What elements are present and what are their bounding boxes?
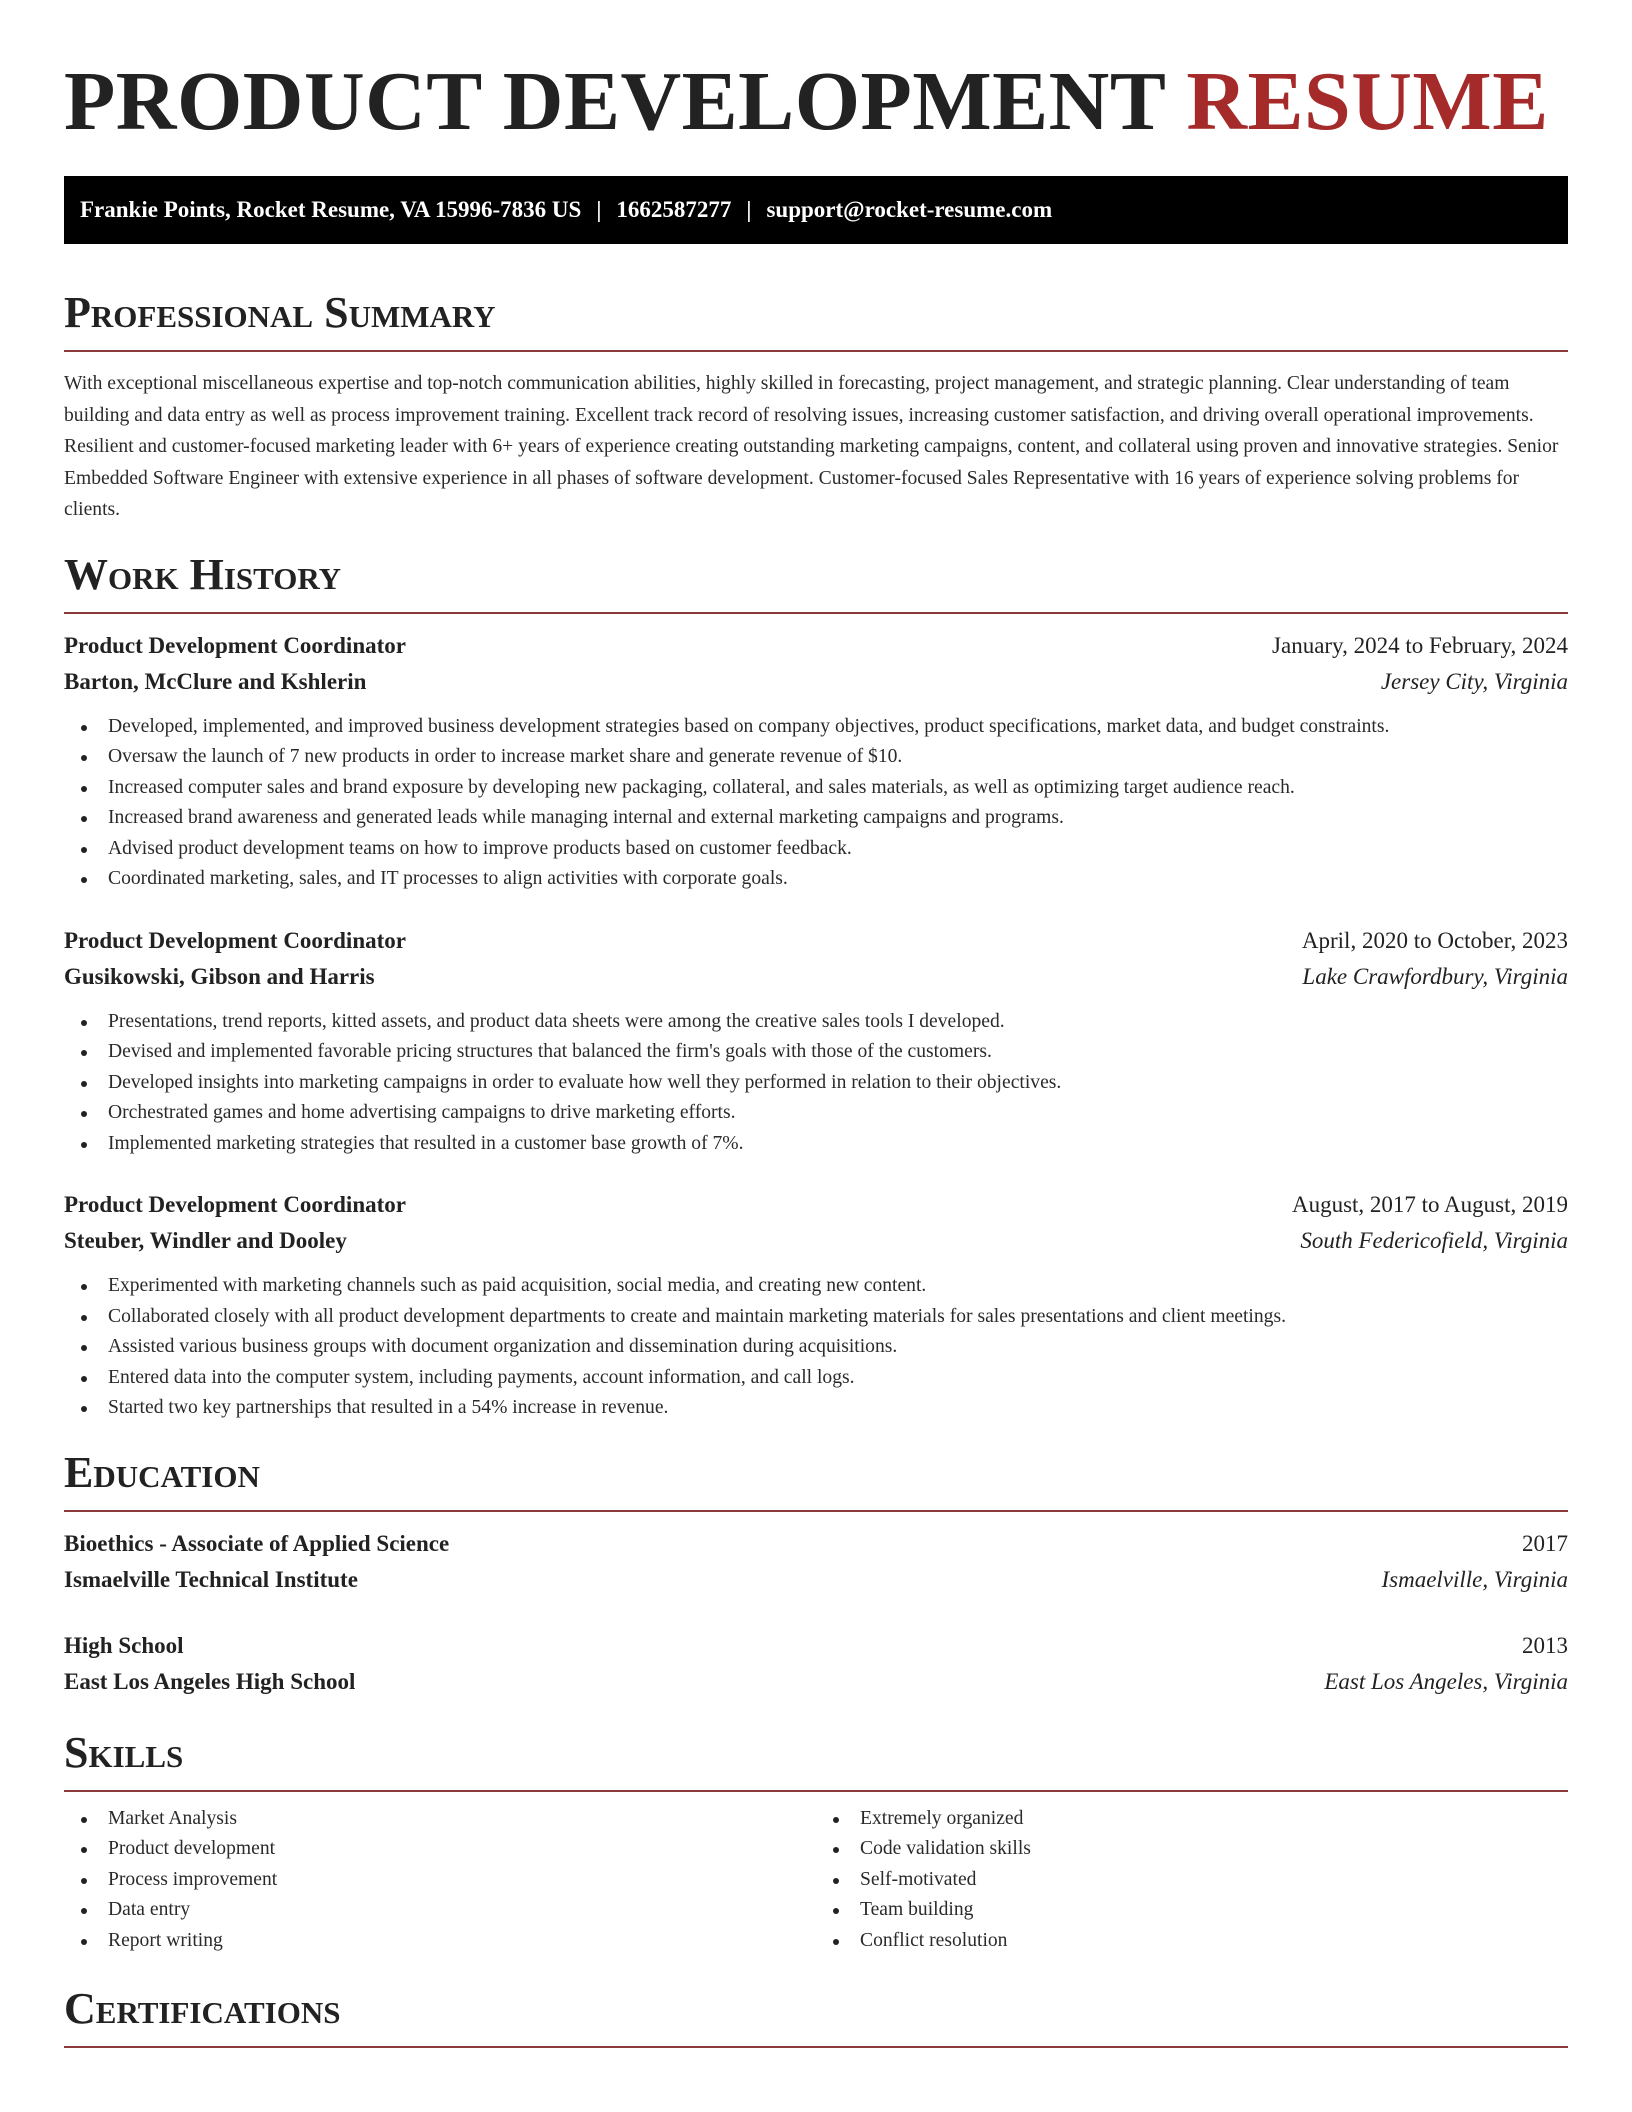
section-divider — [64, 1790, 1568, 1792]
certifications-section — [64, 1982, 1568, 2048]
list-item: Presentations, trend reports, kitted assets, and product data sheets were among the creative sales tools I developed. — [64, 1007, 1568, 1038]
education-year: 2017 — [1522, 1530, 1568, 1556]
list-item: Increased computer sales and brand exposure by developing new packaging, collateral, and sales materials, as well as optimizing target audience reach. — [64, 773, 1568, 804]
title-accent: RESUME — [1186, 55, 1549, 148]
skills-section — [64, 1726, 1568, 1957]
list-item: Code validation skills — [816, 1834, 1568, 1865]
job-bullets — [64, 1271, 1568, 1424]
section-heading-work-history: Work History — [64, 549, 342, 599]
education-section — [64, 1446, 1568, 1700]
contact-address: Frankie Points, Rocket Resume, VA 15996-7836 US — [80, 197, 582, 222]
contact-phone: 1662587277 — [616, 197, 732, 222]
list-item: Oversaw the launch of 7 new products in order to increase market share and generate revenue of $10. — [64, 742, 1568, 773]
education-year: 2013 — [1522, 1632, 1568, 1658]
education-entry — [64, 1526, 1568, 1598]
job-bullets — [64, 712, 1568, 895]
job-bullets — [64, 1007, 1568, 1160]
job-company: Gusikowski, Gibson and Harris — [64, 963, 375, 989]
job-dates: August, 2017 to August, 2019 — [1291, 1192, 1568, 1217]
list-item: Extremely organized — [816, 1804, 1568, 1835]
job-title: Product Development Coordinator — [64, 1192, 406, 1217]
section-heading-skills: Skills — [64, 1727, 184, 1777]
summary-section — [64, 286, 1568, 526]
section-divider — [64, 612, 1568, 614]
education-degree: Bioethics - Associate of Applied Science — [64, 1530, 450, 1556]
job-location: Jersey City, Virginia — [1380, 668, 1568, 694]
education-location: East Los Angeles, Virginia — [1324, 1668, 1568, 1694]
education-degree: High School — [64, 1632, 184, 1658]
list-item: Product development — [64, 1834, 816, 1865]
list-item: Collaborated closely with all product development departments to create and maintain marketing materials for sales presentations and client meetings. — [64, 1302, 1568, 1333]
list-item: Team building — [816, 1895, 1568, 1926]
list-item: Developed insights into marketing campaigns in order to evaluate how well they performed in relation to their objectives. — [64, 1068, 1568, 1099]
list-item: Increased brand awareness and generated leads while managing internal and external marketing campaigns and programs. — [64, 803, 1568, 834]
job-company: Steuber, Windler and Dooley — [64, 1228, 347, 1253]
section-heading-certifications: Certifications — [64, 1984, 341, 2033]
summary-text: With exceptional miscellaneous expertise and top-notch communication abilities, highly skilled in forecasting, project management, and strategic planning. Clear understanding of team building and data entry as well as process improvement training. Excellent track record of resolving issues, increasing customer satisfaction, and driving overall operational improvements. Resilient and customer-focused marketing leader with 6+ years of experience creating outstanding marketing campaigns, content, and collateral using proven and innovative strategies. Senior Embedded Software Engineer with extensive experience in all phases of software development. Customer-focused Sales Representative with 16 years of experience solving problems for clients. — [64, 373, 1559, 520]
education-school: East Los Angeles High School — [64, 1668, 356, 1694]
contact-bar — [64, 176, 1568, 244]
section-divider — [64, 350, 1568, 352]
contact-separator: | — [596, 197, 602, 222]
education-location: Ismaelville, Virginia — [1381, 1566, 1568, 1592]
job-title: Product Development Coordinator — [64, 632, 406, 658]
list-item: Self-motivated — [816, 1865, 1568, 1896]
contact-email[interactable]: support@rocket-resume.com — [766, 197, 1053, 222]
job-dates: January, 2024 to February, 2024 — [1272, 632, 1568, 658]
skills-columns — [64, 1804, 1568, 1957]
list-item: Report writing — [64, 1926, 816, 1957]
job-entry — [64, 923, 1568, 1160]
list-item: Implemented marketing strategies that resulted in a customer base growth of 7%. — [64, 1129, 1568, 1160]
list-item: Entered data into the computer system, including payments, account information, and call logs. — [64, 1363, 1568, 1394]
section-divider — [64, 1510, 1568, 1512]
list-item: Started two key partnerships that resulted in a 54% increase in revenue. — [64, 1393, 1568, 1424]
list-item: Market Analysis — [64, 1804, 816, 1835]
list-item: Developed, implemented, and improved business development strategies based on company objectives, product specifications, market data, and budget constraints. — [64, 712, 1568, 743]
title-main: PRODUCT DEVELOPMENT — [64, 55, 1187, 148]
list-item: Advised product development teams on how to improve products based on customer feedback. — [64, 834, 1568, 865]
skills-list-right — [816, 1804, 1568, 1957]
list-item: Experimented with marketing channels such as paid acquisition, social media, and creating new content. — [64, 1271, 1568, 1302]
list-item: Coordinated marketing, sales, and IT processes to align activities with corporate goals. — [64, 864, 1568, 895]
job-entry — [64, 1187, 1568, 1424]
section-heading-summary: Professional Summary — [64, 288, 496, 337]
job-company: Barton, McClure and Kshlerin — [64, 668, 367, 694]
section-divider — [64, 2046, 1568, 2048]
list-item: Conflict resolution — [816, 1926, 1568, 1957]
skills-list-left — [64, 1804, 816, 1957]
list-item: Data entry — [64, 1895, 816, 1926]
section-heading-education: Education — [64, 1447, 260, 1497]
list-item: Devised and implemented favorable pricing structures that balanced the firm's goals with those of the customers. — [64, 1037, 1568, 1068]
contact-separator: | — [746, 197, 752, 222]
list-item: Orchestrated games and home advertising campaigns to drive marketing efforts. — [64, 1098, 1568, 1129]
list-item: Process improvement — [64, 1865, 816, 1896]
job-location: Lake Crawfordbury, Virginia — [1302, 963, 1568, 989]
job-location: South Federicofield, Virginia — [1300, 1228, 1568, 1253]
education-entry — [64, 1628, 1568, 1700]
work-history-section — [64, 548, 1568, 1424]
list-item: Assisted various business groups with document organization and dissemination during acquisitions. — [64, 1332, 1568, 1363]
resume-title — [64, 0, 1568, 152]
job-dates: April, 2020 to October, 2023 — [1301, 927, 1568, 953]
education-school: Ismaelville Technical Institute — [64, 1566, 358, 1592]
job-entry — [64, 628, 1568, 895]
job-title: Product Development Coordinator — [64, 927, 406, 953]
